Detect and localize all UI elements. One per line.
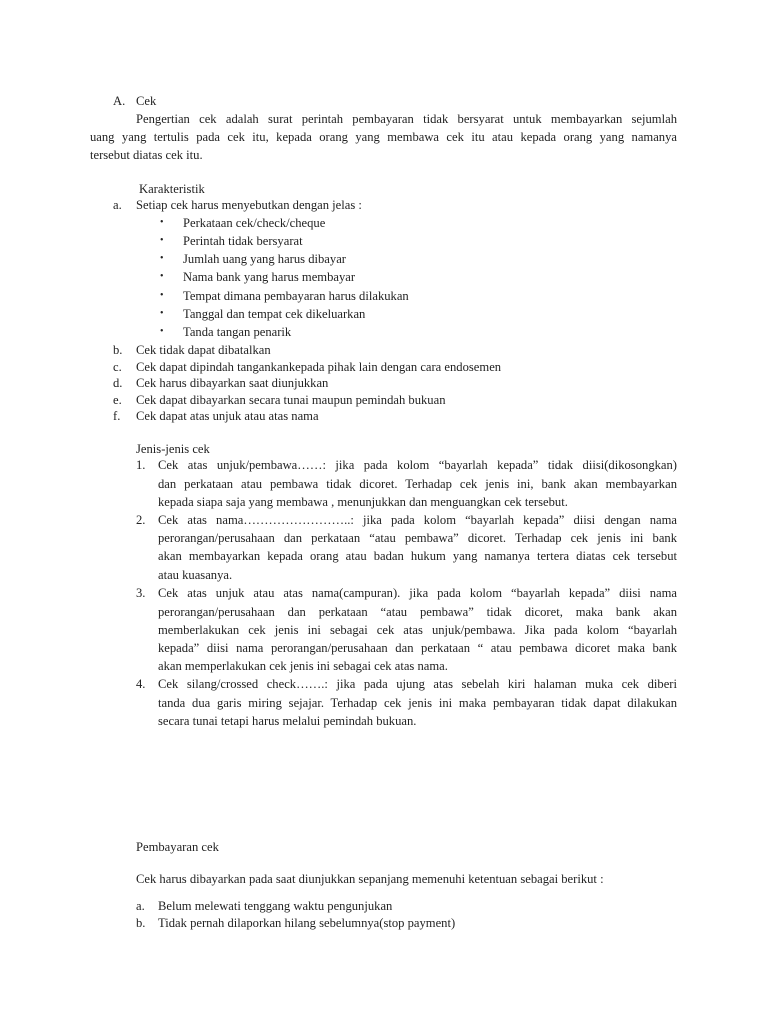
paragraph-line-1: Pengertian cek adalah surat perintah pembayaran tidak bersyarat untuk membayarkan sejumlah (136, 112, 677, 126)
char-item-e: Cek dapat dibayarkan secara tunai maupun pemindah bukuan (136, 393, 446, 407)
char-item-d: Cek harus dibayarkan saat diunjukkan (136, 376, 329, 390)
pembayaran-item-a: Belum melewati tenggang waktu pengunjukan (158, 899, 393, 913)
char-marker-b: b. (113, 343, 123, 357)
bullet-icon: • (160, 271, 164, 282)
jenis-2-line-3: akan membayarkan kepada orang atau badan hukum yang namanya tertera diatas cek tersebut (158, 549, 677, 563)
char-item-c: Cek dapat dipindah tangankankepada pihak lain dengan cara endosemen (136, 360, 502, 374)
paragraph-line-3: tersebut diatas cek itu. (90, 148, 203, 162)
bullet-item-2: Perintah tidak bersyarat (183, 234, 303, 248)
bullet-icon: • (160, 290, 164, 301)
section-a-title: Cek (136, 94, 157, 108)
jenis-3-line-1: Cek atas unjuk atau atas nama(campuran). jika pada kolom “bayarlah kepada” diisi nama (158, 586, 677, 600)
bullet-item-5: Tempat dimana pembayaran harus dilakukan (183, 289, 409, 303)
pembayaran-marker-a: a. (136, 899, 145, 913)
bullet-item-3: Jumlah uang yang harus dibayar (183, 252, 346, 266)
karakteristik-heading: Karakteristik (139, 182, 205, 196)
jenis-2-line-4: atau kuasanya. (158, 568, 233, 582)
jenis-4-line-2: tanda dua garis miring sejajar. Terhadap cek jenis ini maka pembayaran tidak dapat dilakukan (158, 696, 677, 710)
bullet-icon: • (160, 308, 164, 319)
char-marker-f: f. (113, 409, 121, 423)
jenis-2-line-1: Cek atas nama……………………..: jika pada kolom “bayarlah kepada” diisi dengan nama (158, 513, 677, 527)
pembayaran-item-b: Tidak pernah dilaporkan hilang sebelumnya(stop payment) (158, 916, 456, 930)
jenis-2-line-2: perorangan/perusahaan dan perkataan “atau pembawa” dicoret. Terhadap cek jenis ini bank (158, 531, 677, 545)
char-item-b: Cek tidak dapat dibatalkan (136, 343, 271, 357)
bullet-icon: • (160, 326, 164, 337)
jenis-1-line-2: dan perkataan atau pembawa tidak dicoret. Terhadap cek jenis ini, bank akan membayarkan (158, 477, 677, 491)
pembayaran-heading: Pembayaran cek (136, 840, 219, 854)
jenis-3-line-5: akan memperlakukan cek jenis ini sebagai cek atas nama. (158, 659, 448, 673)
char-marker-d: d. (113, 376, 123, 390)
jenis-3-line-2: perorangan/perusahaan dan perkataan “atau pembawa” tidak dicoret, maka bank akan (158, 605, 677, 619)
bullet-item-4: Nama bank yang harus membayar (183, 270, 356, 284)
char-marker-a: a. (113, 198, 122, 212)
bullet-icon: • (160, 235, 164, 246)
jenis-4-line-1: Cek silang/crossed check…….: jika pada ujung atas sebelah kiri halaman muka cek diberi (158, 677, 677, 691)
jenis-marker-1: 1. (136, 458, 146, 472)
bullet-item-7: Tanda tangan penarik (183, 325, 292, 339)
jenis-3-line-4: kepada” diisi nama perorangan/perusahaan dan perkataan “ atau pembawa dicoret maka bank (158, 641, 677, 655)
char-item-f: Cek dapat atas unjuk atau atas nama (136, 409, 319, 423)
jenis-1-line-3: kepada siapa saja yang membawa , menunjukkan dan menguangkan cek tersebut. (158, 495, 568, 509)
bullet-item-1: Perkataan cek/check/cheque (183, 216, 326, 230)
char-item-a: Setiap cek harus menyebutkan dengan jelas : (136, 198, 362, 212)
jenis-1-line-1: Cek atas unjuk/pembawa……: jika pada kolom “bayarlah kepada” tidak diisi(dikosongkan) (158, 458, 677, 472)
section-a-marker: A. (113, 94, 126, 108)
jenis-4-line-3: secara tunai tetapi harus melalui pemindah bukuan. (158, 714, 417, 728)
pembayaran-marker-b: b. (136, 916, 146, 930)
jenis-marker-4: 4. (136, 677, 146, 691)
bullet-icon: • (160, 217, 164, 228)
bullet-item-6: Tanggal dan tempat cek dikeluarkan (183, 307, 366, 321)
pembayaran-intro: Cek harus dibayarkan pada saat diunjukkan sepanjang memenuhi ketentuan sebagai berikut : (136, 872, 604, 886)
jenis-heading: Jenis-jenis cek (136, 442, 210, 456)
bullet-icon: • (160, 253, 164, 264)
jenis-marker-2: 2. (136, 513, 146, 527)
jenis-marker-3: 3. (136, 586, 146, 600)
char-marker-c: c. (113, 360, 122, 374)
char-marker-e: e. (113, 393, 122, 407)
jenis-3-line-3: memberlakukan cek jenis ini sebagai cek atas unjuk/pembawa. Jika pada kolom “bayarlah (158, 623, 677, 637)
paragraph-line-2: uang yang tertulis pada cek itu, kepada orang yang membawa cek itu atau kepada orang yang namanya (90, 130, 677, 144)
